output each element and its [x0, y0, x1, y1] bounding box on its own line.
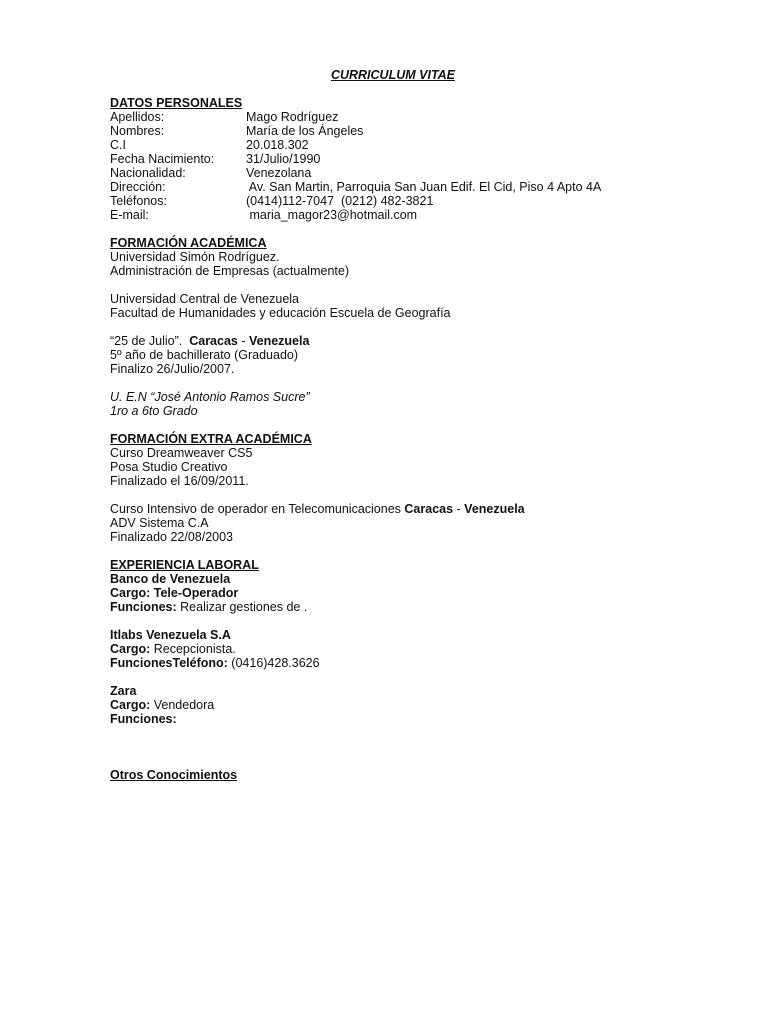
- personal-row-ci: [110, 138, 710, 152]
- field-label: Apellidos:: [110, 110, 165, 124]
- education-line: Administración de Empresas (actualmente): [110, 264, 349, 278]
- field-value: Mago Rodríguez: [246, 110, 339, 124]
- job-cargo: [110, 586, 710, 600]
- personal-row-apellidos: [110, 110, 710, 124]
- funciones-label: Funciones:: [110, 600, 177, 614]
- school-country: Venezuela: [248, 334, 310, 348]
- education-line: 1ro a 6to Grado: [110, 404, 198, 418]
- section-heading-experience: EXPERIENCIA LABORAL: [110, 558, 259, 572]
- field-label: Nacionalidad:: [110, 166, 186, 180]
- separator: -: [237, 334, 249, 348]
- field-value: 20.018.302: [246, 138, 309, 152]
- personal-row-direccion: [110, 180, 710, 194]
- job-company: Banco de Venezuela: [110, 572, 231, 586]
- extra-line: Finalizado 22/08/2003: [110, 530, 234, 544]
- section-heading-education: FORMACIÓN ACADÉMICA: [110, 236, 267, 250]
- education-line: Finalizo 26/Julio/2007.: [110, 362, 235, 376]
- job-cargo: [110, 642, 710, 656]
- extra-line: Finalizado el 16/09/2011.: [110, 474, 249, 488]
- extra-line: ADV Sistema C.A: [110, 516, 209, 530]
- extra-line: Curso Dreamweaver CS5: [110, 446, 253, 460]
- funciones-value: Realizar gestiones de .: [176, 600, 308, 614]
- cv-document: [110, 68, 710, 782]
- cargo-value: Tele-Operador: [153, 586, 239, 600]
- field-label: C.I: [110, 138, 126, 152]
- job-company: Zara: [110, 684, 137, 698]
- job-cargo: [110, 698, 710, 712]
- extra-course-line: [110, 502, 710, 516]
- field-value: 31/Julio/1990: [246, 152, 321, 166]
- personal-data-list: [110, 110, 710, 222]
- job-funciones-label: Funciones:: [110, 712, 177, 726]
- extra-line: Posa Studio Creativo: [110, 460, 228, 474]
- personal-row-fecha: [110, 152, 710, 166]
- course-name: Curso Intensivo de operador en Telecomunicaciones: [110, 502, 405, 516]
- job-funciones: [110, 600, 710, 614]
- section-heading-other: Otros Conocimientos: [110, 768, 238, 782]
- funciones-label: FuncionesTeléfono:: [110, 656, 228, 670]
- education-line: Universidad Simón Rodríguez.: [110, 250, 280, 264]
- funciones-value: (0416)428.3626: [227, 656, 320, 670]
- field-label: Fecha Nacimiento:: [110, 152, 215, 166]
- field-label: Teléfonos:: [110, 194, 167, 208]
- field-value: Venezolana: [246, 166, 312, 180]
- course-country: Venezuela: [464, 502, 525, 516]
- field-label: E-mail:: [110, 208, 149, 222]
- cargo-label: Cargo:: [110, 642, 154, 656]
- job-funciones: [110, 656, 710, 670]
- school-city: Caracas: [189, 334, 238, 348]
- cargo-value: Recepcionista.: [153, 642, 236, 656]
- job-company: Itlabs Venezuela S.A: [110, 628, 231, 642]
- personal-row-nombres: [110, 124, 710, 138]
- field-value: María de los Ángeles: [246, 124, 364, 138]
- document-title: CURRICULUM VITAE: [330, 68, 456, 82]
- section-heading-personal: DATOS PERSONALES: [110, 96, 243, 110]
- cargo-label: Cargo:: [110, 698, 154, 712]
- personal-row-email: [110, 208, 710, 222]
- personal-row-nacionalidad: [110, 166, 710, 180]
- field-label: Nombres:: [110, 124, 165, 138]
- field-label: Dirección:: [110, 180, 166, 194]
- field-value: (0414)112-7047 (0212) 482-3821: [246, 194, 434, 208]
- education-line: Facultad de Humanidades y educación Escuela de Geografía: [110, 306, 451, 320]
- school-name: “25 de Julio”.: [110, 334, 190, 348]
- education-line: U. E.N “José Antonio Ramos Sucre”: [110, 390, 310, 404]
- cargo-value: Vendedora: [153, 698, 215, 712]
- section-heading-extra: FORMACIÓN EXTRA ACADÉMICA: [110, 432, 312, 446]
- education-line: Universidad Central de Venezuela: [110, 292, 300, 306]
- personal-row-telefonos: [110, 194, 710, 208]
- cargo-label: Cargo:: [110, 586, 154, 600]
- field-value: Av. San Martin, Parroquia San Juan Edif. El Cid, Piso 4 Apto 4A: [246, 180, 602, 194]
- education-school-line: [110, 334, 710, 348]
- course-city: Caracas: [404, 502, 454, 516]
- field-value: maria_magor23@hotmail.com: [246, 208, 418, 222]
- education-line: 5º año de bachillerato (Graduado): [110, 348, 299, 362]
- separator: -: [453, 502, 465, 516]
